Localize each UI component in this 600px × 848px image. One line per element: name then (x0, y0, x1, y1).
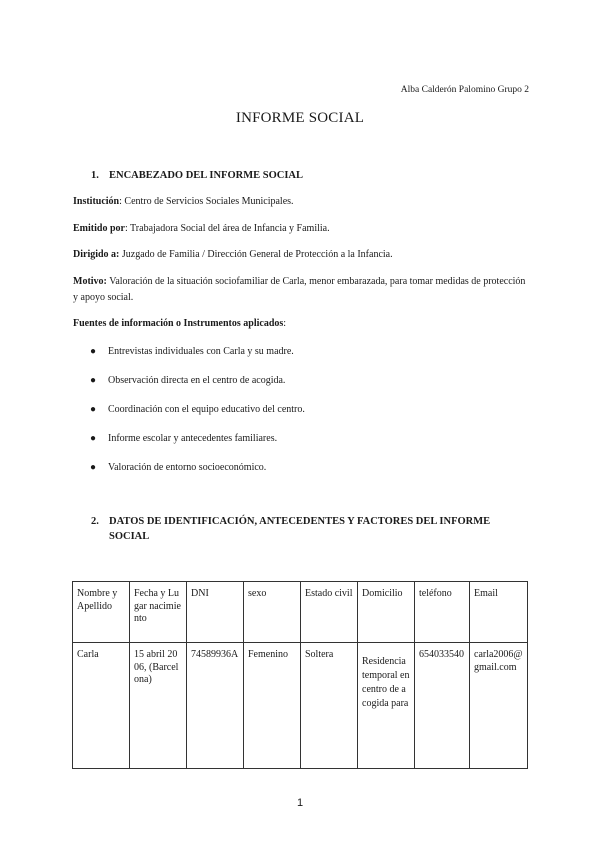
fuentes-label: Fuentes de información o Instrumentos aplicados (73, 318, 284, 329)
table-cell: Femenino (244, 643, 301, 769)
institucion-paragraph (73, 194, 529, 210)
table-header-cell: Estado civil (301, 582, 358, 643)
page-number: 1 (296, 797, 304, 809)
bullet-icon: ● (90, 462, 97, 473)
table-cell: 74589936A (187, 643, 244, 769)
author-line: Alba Calderón Palomino Grupo 2 (400, 85, 529, 95)
bullet-icon: ● (90, 433, 97, 444)
dirigido-value: Juzgado de Familia / Dirección General de Protección a la Infancia. (119, 249, 393, 260)
institucion-label: Institución (73, 196, 120, 207)
table-row (73, 643, 528, 769)
document-title: INFORME SOCIAL (235, 110, 365, 126)
section-2-title-line-1: DATOS DE IDENTIFICACIÓN, ANTECEDENTES Y FACTORES DEL INFORME (109, 516, 491, 527)
table-header-cell: Nombre y Apellido (73, 582, 130, 643)
list-item-text: Observación directa en el centro de acogida. (108, 375, 286, 386)
list-item-text: Entrevistas individuales con Carla y su madre. (108, 346, 294, 357)
institucion-value: : Centro de Servicios Sociales Municipales. (119, 196, 294, 207)
table-header-cell: sexo (244, 582, 301, 643)
fuentes-paragraph (73, 316, 529, 332)
table-header-cell: Fecha y Lugar nacimiento (130, 582, 187, 643)
table-header-cell: teléfono (415, 582, 470, 643)
motivo-value: Valoración de la situación sociofamiliar de Carla, menor embarazada, para tomar medidas de protección y apoyo social. (73, 276, 526, 303)
bullet-icon: ● (90, 404, 97, 415)
table-cell: 15 abril 2006, (Barcelona) (130, 643, 187, 769)
table-cell: carla2006@gmail.com (470, 643, 528, 769)
section-1-title: ENCABEZADO DEL INFORME SOCIAL (109, 170, 303, 181)
bullet-icon: ● (90, 346, 97, 357)
list-item-text: Coordinación con el equipo educativo del centro. (108, 404, 305, 415)
fuentes-colon: : (283, 318, 287, 329)
table-header-cell: Email (470, 582, 528, 643)
table-cell: Soltera (301, 643, 358, 769)
section-2-title-line-2: SOCIAL (109, 531, 150, 542)
table-header-cell: Domicilio (358, 582, 415, 643)
section-2-number: 2. (91, 516, 99, 527)
bullet-icon: ● (90, 375, 97, 386)
table-header-cell: DNI (187, 582, 244, 643)
table-cell: Residencia temporal en centro de acogida para (358, 643, 415, 769)
dirigido-label: Dirigido a: (73, 249, 120, 260)
emitido-value: : Trabajadora Social del área de Infancia y Familia. (124, 223, 330, 234)
table-header-row (73, 582, 528, 643)
list-item-text: Informe escolar y antecedentes familiares. (108, 433, 278, 444)
section-1-number: 1. (91, 170, 99, 181)
motivo-label: Motivo: (73, 276, 107, 287)
table-cell: 654033540 (415, 643, 470, 769)
motivo-paragraph (73, 274, 529, 306)
list-item-text: Valoración de entorno socioeconómico. (108, 462, 267, 473)
table-cell: Carla (73, 643, 130, 769)
dirigido-paragraph (73, 247, 529, 263)
emitido-label: Emitido por (73, 223, 125, 234)
emitido-paragraph (73, 221, 529, 237)
identification-table (72, 581, 528, 769)
